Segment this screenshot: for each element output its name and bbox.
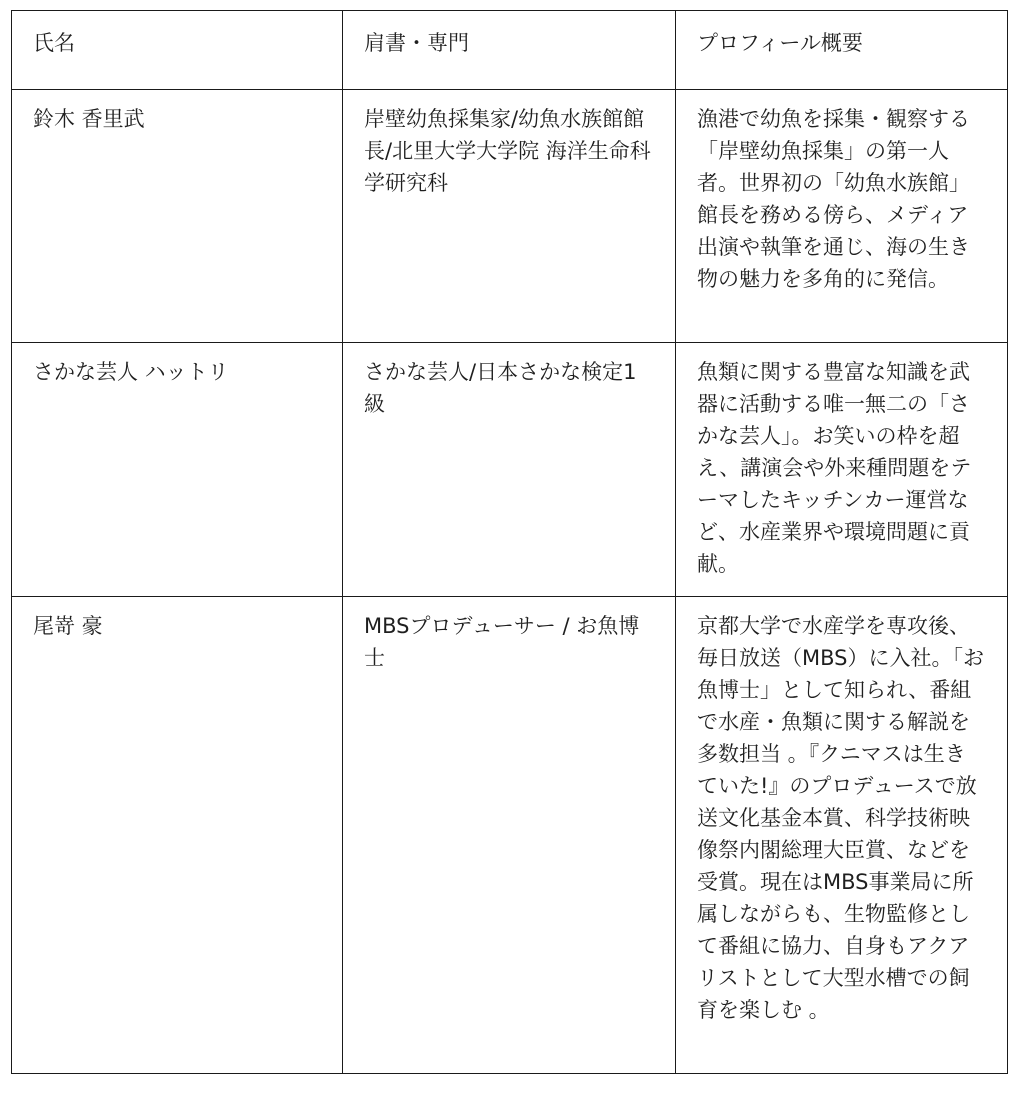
- cell-profile: 京都大学で水産学を専攻後、毎日放送（MBS）に入社。「お魚博士」として知られ、番組で水産・魚類に関する解説を多数担当 。『クニマスは生きていた!』のプロデュースで放送文化基金本賞、科学技術映像祭内閣総理大臣賞、などを受賞。現在はMBS事業局に所属しながらも、生物監修として番組に協力、自身もアクアリストとして大型水槽での飼育を楽しむ 。: [676, 597, 1008, 1074]
- table-body: [12, 90, 1008, 1074]
- cell-title: MBSプロデューサー / お魚博士: [343, 597, 676, 1074]
- table-row: [12, 90, 1008, 343]
- header-title: 肩書・専門: [343, 11, 676, 90]
- table-row: [12, 343, 1008, 597]
- cell-title: さかな芸人/日本さかな検定1級: [343, 343, 676, 597]
- table-row: [12, 597, 1008, 1074]
- cell-name: 鈴木 香里武: [12, 90, 343, 343]
- header-profile: プロフィール概要: [676, 11, 1008, 90]
- table-header: [12, 11, 1008, 90]
- cell-profile: 漁港で幼魚を採集・観察する「岸壁幼魚採集」の第一人者。世界初の「幼魚水族館」館長を務める傍ら、メディア出演や執筆を通じ、海の生き物の魅力を多角的に発信。: [676, 90, 1008, 343]
- cell-name: さかな芸人 ハットリ: [12, 343, 343, 597]
- cell-name: 尾嵜 豪: [12, 597, 343, 1074]
- cell-title: 岸壁幼魚採集家/幼魚水族館館長/北里大学大学院 海洋生命科学研究科: [343, 90, 676, 343]
- header-row: [12, 11, 1008, 90]
- header-name: 氏名: [12, 11, 343, 90]
- cell-profile: 魚類に関する豊富な知識を武器に活動する唯一無二の「さかな芸人」。お笑いの枠を超え、講演会や外来種問題をテーマしたキッチンカー運営など、水産業界や環境問題に貢献。: [676, 343, 1008, 597]
- profile-table: [11, 10, 1008, 1074]
